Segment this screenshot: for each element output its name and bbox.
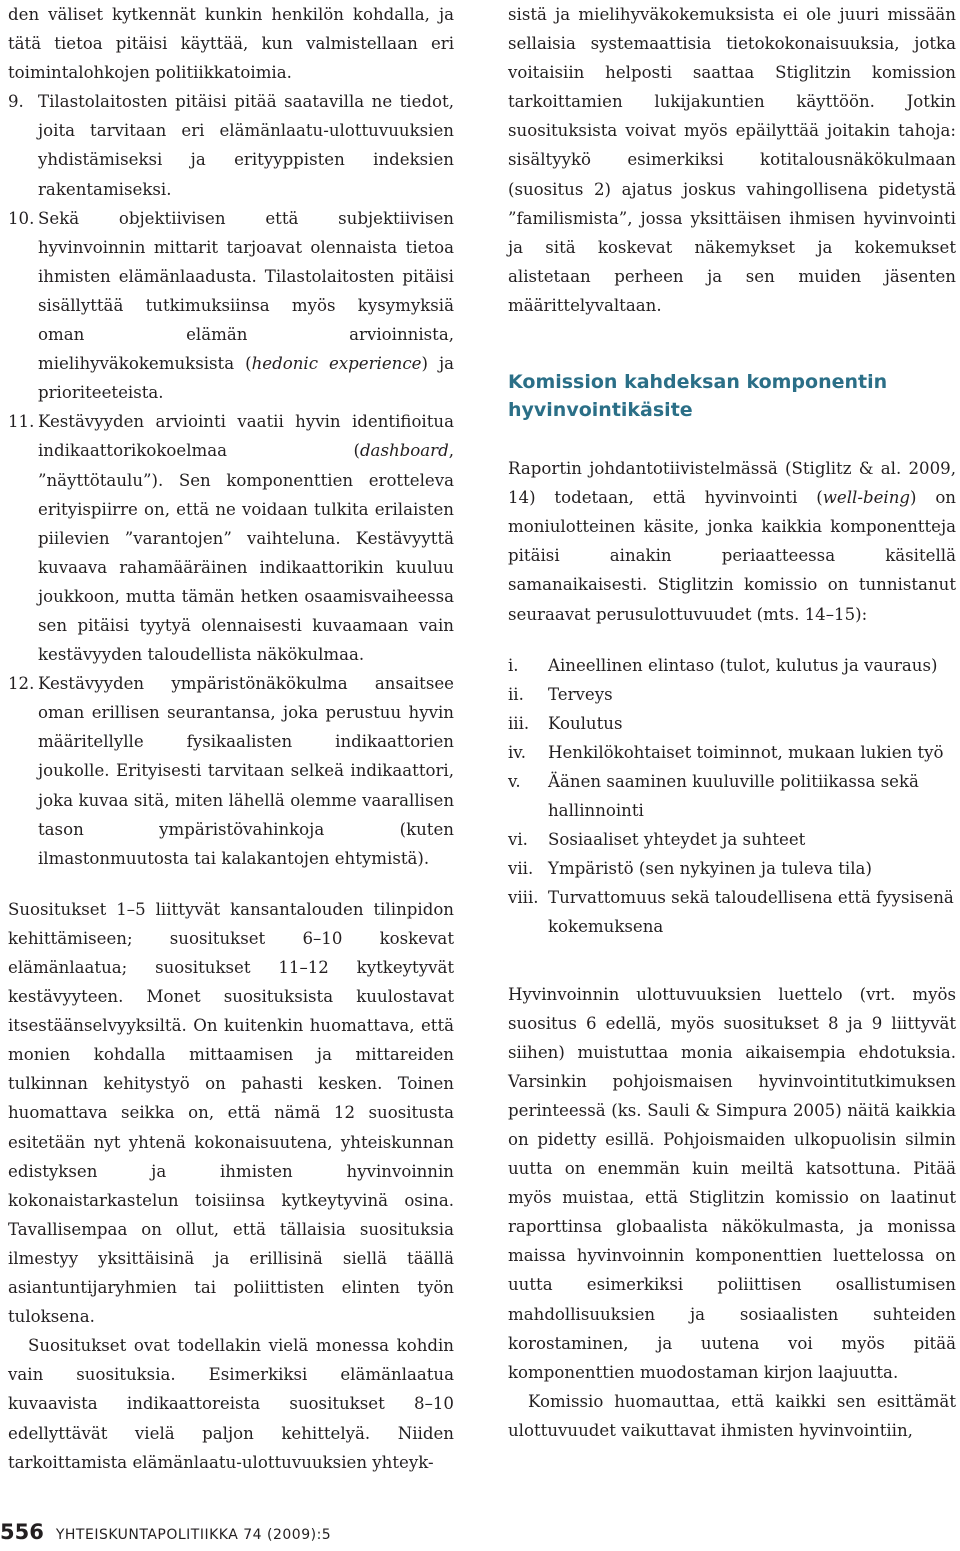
list-text: Terveys [548,684,613,704]
journal-name: YHTEISKUNTAPOLITIIKKA 74 (2009):5 [55,1527,332,1543]
list-text: Turvattomuus sekä taloudellisena että fyysisenä kokemuksena [548,888,954,937]
list-number: iv. [508,742,526,762]
recommendation-12 [8,669,454,873]
item-emphasis: hedonic experience [251,354,422,374]
recommendation-9 [8,87,454,203]
item-number: 10. [8,208,35,228]
list-text: Aineellinen elintaso (tulot, kulutus ja vauraus) [548,655,938,675]
list-number: ii. [508,684,524,704]
list-number: vi. [508,830,528,850]
item-text: Kestävyyden arviointi vaatii hyvin identifioitua indikaattorikokoelmaa ( [38,412,454,461]
right-paragraph-2: Hyvinvoinnin ulottuvuuksien luettelo (vrt. myös suositus 6 edellä, myös suositukset 8 ja 9 liittyvät siihen) muistuttaa monia aikaisempia ehdotuksia. Varsinkin pohjoismaisen hyvinvointitutkimuksen perinteessä (ks. Sauli & Simpura 2005) näitä kaikkia on pidetty esillä. Pohjoismaiden ulkopuolisin silmin uutta on enemmän kuin meiltä katsottuna. Pitää myös muistaa, että Stiglitzin komissio on laatinut raporttinsa globaalista näkökulmasta, ja monissa maissa hyvinvoinnin komponenttien luettelossa on uutta esimerkiksi poliittisen osallistumisen mahdollisuuksien ja sosiaalisten suhteiden korostaminen, ja uutena voi myös pitää komponenttien muodostaman kirjon laajuutta. [508,984,956,1382]
item-text: Tilastolaitosten pitäisi pitää saatavilla ne tiedot, joita tarvitaan eri elämänlaatu-ulottuvuuksien yhdistämiseksi ja erityyppisten indeksien rakentamiseksi. [38,92,454,199]
list-item [508,825,956,854]
components-list [508,651,956,942]
left-paragraph-1: Suositukset 1–5 liittyvät kansantalouden tilinpidon kehittämiseen; suositukset 6–10 koskevat elämänlaatua; suositukset 11–12 kytkeytyvät kestävyyteen. Monet suosituksista kuulostavat itsestäänselvyyksiltä. On kuitenkin huomattava, että monien kohdalla mittaamisen ja mittareiden tulkinnan kehitystyö on pahasti kesken. Toinen huomattava seikka on, että nämä 12 suositusta esitetään nyt yhtenä kokonaisuutena, yhteiskunnan edistyksen ja ihmisten hyvinvoinnin kokonaistarkastelun toisiinsa kytkeytyvinä osina. Tavallisempaa on ollut, että tällaisia suosituksia ilmestyy yksittäisinä ja erillisinä siellä täällä asiantuntijaryhmien tai poliittisten elinten työn tuloksena. [8,899,454,1327]
recommendation-11 [8,407,454,669]
item-emphasis: dashboard [359,441,449,461]
list-text: Äänen saaminen kuuluville politiikassa sekä hallinnointi [548,771,919,821]
item-text: , ”näyttötaulu”). Sen komponenttien erotteleva erityispiirre on, että ne voidaan tulkita erilaisten piilevien ”varantojen” vaihteluna. Kestävyyttä kuvaava rahamääräinen indikaattorikin kuuluu joukkoon, mutta tämän hetken osaamisvaiheessa sen pitäisi tyytyä olennaisesti kuvaamaan vain kestävyyden taloudellista näkökulmaa. [38,441,454,665]
item-number: 11. [8,412,35,432]
item-text: ) ja prioriteeteista. [38,354,454,403]
list-text: Ympäristö (sen nykyinen ja tuleva tila) [548,859,872,879]
list-item [508,738,956,767]
list-text: Sosiaaliset yhteydet ja suhteet [548,830,806,850]
right-fragment: sistä ja mielihyväkokemuksista ei ole juuri missään sellaisia systemaattisia tietokokonaisuuksia, jotka voitaisiin helposti saattaa Stiglitzin komission tarkoittamien lukijakuntien käyttöön. Jotkin suosituksista voivat myös epäilyttää joitakin tahoja: sisältyykö esimerkiksi kotitalousnäkökulmaan (suositus 2) ajatus joskus vahingollisena pidetystä ”familismista”, jossa yksittäisen ihmisen hyvinvointi ja sitä koskevat näkemykset ja kokemukset alistetaan perheen ja sen muiden jäsenten määrittelyvaltaan. [508,5,956,315]
right-paragraph-1 [508,454,956,629]
list-text: Henkilökohtaiset toiminnot, mukaan lukien työ [548,742,944,762]
right-paragraph-3: Komissio huomauttaa, että kaikki sen esittämät ulottuvuudet vaikuttavat ihmisten hyvinvointiin, [508,1391,956,1440]
list-number: v. [508,771,521,791]
left-fragment: den väliset kytkennät kunkin henkilön kohdalla, ja tätä tietoa pitäisi käyttää, kun valmistellaan eri toimintalohkojen politiikkatoimia. [8,5,454,83]
list-number: viii. [508,888,539,908]
left-column [8,0,454,1477]
list-item [508,709,956,738]
list-item [508,651,956,680]
item-text: Sekä objektiivisen että subjektiivisen hyvinvoinnin mittarit tarjoavat olennaista tietoa ihmisten elämänlaadusta. Tilastolaitosten pitäisi sisällyttää tutkimuksiinsa myös kysymyksiä oman elämän arvioinnista, mielihyväkokemuksista ( [38,208,454,374]
recommendation-10 [8,204,454,408]
page-number: 556 [0,1520,44,1544]
paragraph-text: ) on moniulotteinen käsite, jonka kaikkia komponentteja pitäisi ainakin periaatteessa käsitellä samanaikaisesti. Stiglitzin komissio on tunnistanut seuraavat perusulottuvuudet (mts. 14–15): [508,488,956,624]
list-number: i. [508,655,519,675]
list-text: Koulutus [548,713,623,733]
paragraph-text: Raportin johdantotiivistelmässä (Stiglitz & al. 2009, 14) todetaan, että hyvinvointi ( [508,459,956,508]
item-text: Kestävyyden ympäristönäkökulma ansaitsee oman erillisen seurantansa, joka perustuu hyvin määritellylle fysikaalisten indikaattorien joukolle. Erityisesti tarvitaan selkeä indikaattori, joka kuvaa sitä, miten lähellä olemme vaarallisen tason ympäristövahinkoja (kuten ilmastonmuutosta tai kalakantojen ehtymistä). [38,674,454,868]
page-footer [0,1520,331,1544]
item-number: 12. [8,674,35,694]
item-number: 9. [8,92,24,112]
list-number: vii. [508,859,534,879]
list-item [508,854,956,883]
left-paragraph-2: Suositukset ovat todellakin vielä monessa kohdin vain suosituksia. Esimerkiksi elämänlaatua kuvaavista indikaattoreista suositukset 8–10 edellyttävät vielä paljon kehittelyä. Niiden tarkoittamista elämänlaatu-ulottuvuuksien yhteyk- [8,1336,454,1472]
list-item [508,680,956,709]
list-item [508,883,956,941]
paragraph-emphasis: well-being [822,488,911,508]
section-heading: Komission kahdeksan komponentin hyvinvointikäsite [508,371,888,422]
list-number: iii. [508,713,530,733]
right-column [508,0,956,1445]
list-item [508,767,956,825]
